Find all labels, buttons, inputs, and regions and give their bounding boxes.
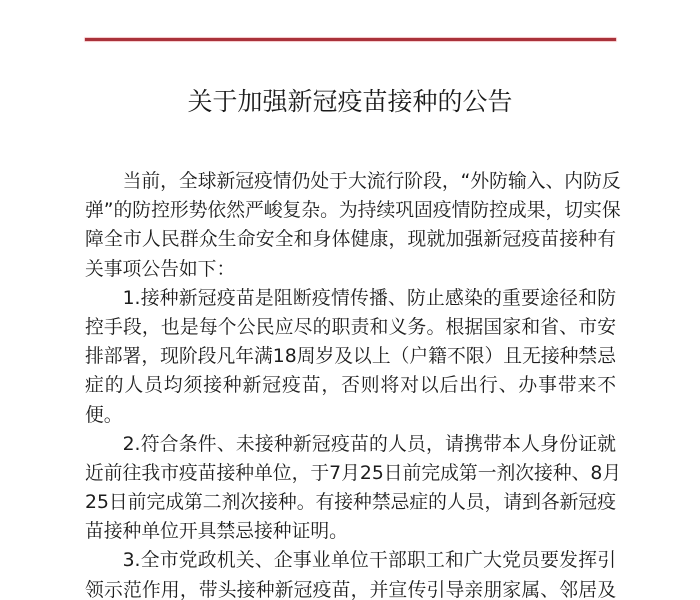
red-header-rule <box>85 38 616 41</box>
text-line: 排部署，现阶段凡年满18周岁及以上（户籍不限）且无接种禁忌 <box>85 346 616 368</box>
text-line: 苗接种单位开具禁忌接种证明。 <box>85 521 348 543</box>
text-line: 2.符合条件、未接种新冠疫苗的人员，请携带本人身份证就 <box>122 433 616 455</box>
text-line: 控手段，也是每个公民应尽的职责和义务。根据国家和省、市安 <box>85 316 616 338</box>
text-line: 3.全市党政机关、企事业单位干部职工和广大党员要发挥引 <box>122 550 616 572</box>
text-line: 1.接种新冠疫苗是阻断疫情传播、防止感染的重要途径和防 <box>122 287 616 309</box>
text-line: 症的人员均须接种新冠疫苗，否则将对以后出行、办事带来不 <box>85 375 616 397</box>
paragraph-item-2 <box>85 430 622 547</box>
text-line: 25日前完成第二剂次接种。有接种禁忌症的人员，请到各新冠疫 <box>85 492 616 514</box>
text-line: 便。 <box>85 404 123 426</box>
text-line: 当前，全球新冠疫情仍处于大流行阶段，“外防输入、内防反 <box>122 171 621 192</box>
text-line: 领示范作用，带头接种新冠疫苗，并宣传引导亲朋家属、邻居及 <box>85 579 616 600</box>
text-line: 近前往我市疫苗接种单位，于7月25日前完成第一剂次接种、8月 <box>85 462 622 484</box>
document-body <box>85 167 622 600</box>
text-line: 关事项公告如下： <box>85 258 236 280</box>
text-line: 障全市人民群众生命安全和身体健康，现就加强新冠疫苗接种有 <box>85 229 616 251</box>
paragraph-item-1 <box>85 284 616 430</box>
text-line: 弹”的防控形势依然严峻复杂。为持续巩固疫情防控成果，切实保 <box>85 200 621 222</box>
document-title: 关于加强新冠疫苗接种的公告 <box>187 87 513 116</box>
paragraph-intro <box>85 167 621 284</box>
paragraph-item-3 <box>85 546 616 600</box>
